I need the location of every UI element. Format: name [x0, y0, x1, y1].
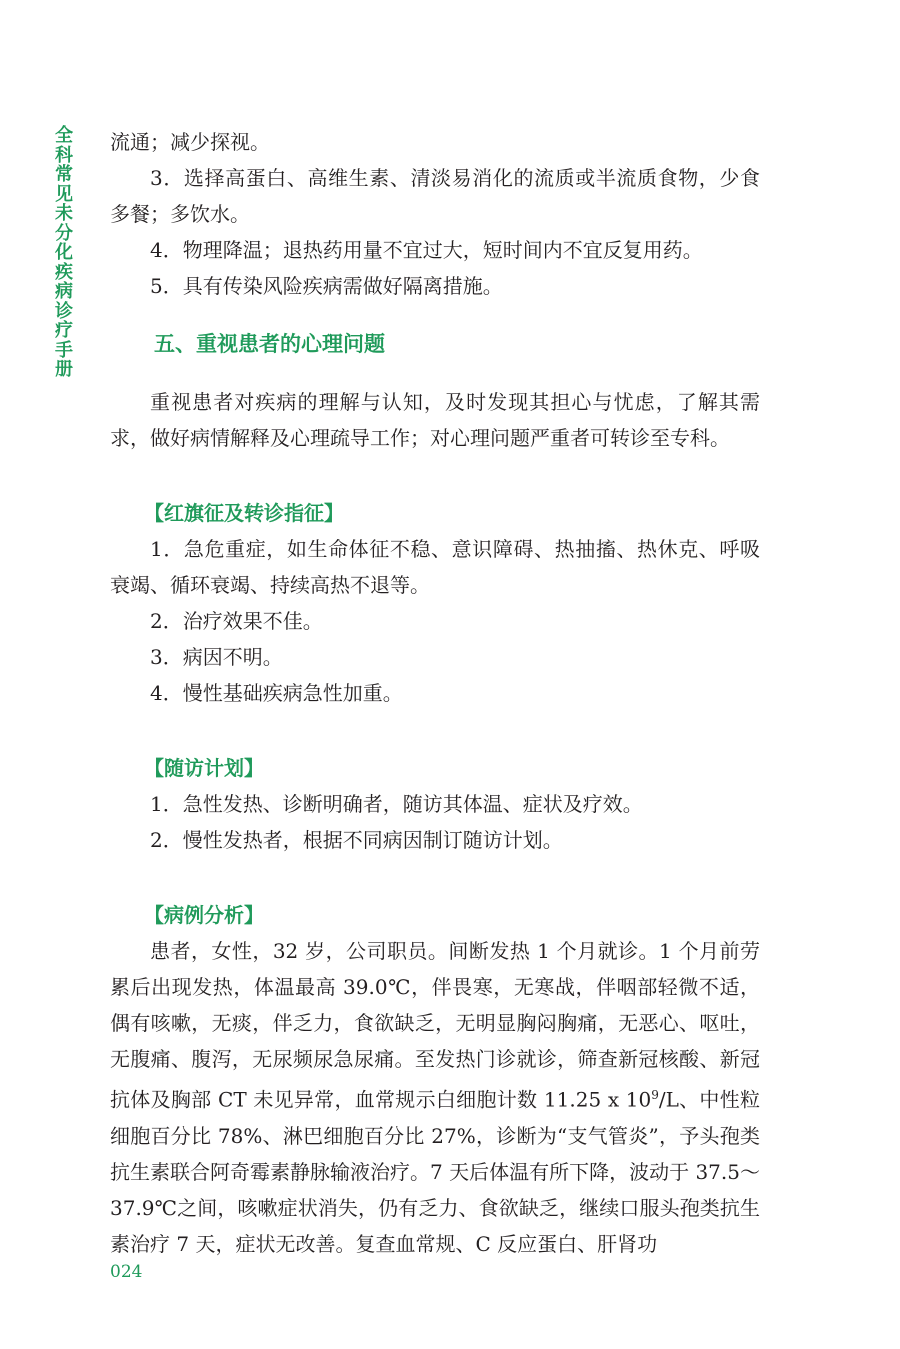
case-text-part1: 患者，女性，32 岁，公司职员。间断发热 1 个月就诊。1 个月前劳累后出现发热，体温最高 39.0℃，伴畏寒，无寒战，伴咽部轻微不适，偶有咳嗽，无痰，伴乏力，食欲缺乏，无明显胸闷胸痛，无恶心、呕吐，无腹痛、腹泻，无尿频尿急尿痛。至发热门诊就诊，筛查新冠核酸、新冠抗体及胸部 CT 未见异常，血常规示白细胞计数 11.25 x 10	[110, 939, 760, 1112]
case-paragraph	[110, 933, 760, 1262]
page-number: 024	[110, 1262, 143, 1282]
list-item-5: 5．具有传染风险疾病需做好隔离措施。	[150, 274, 503, 298]
page-content	[110, 124, 760, 1262]
section-heading-psychology: 五、重视患者的心理问题	[154, 332, 385, 356]
heading-red-flags: 【红旗征及转诊指征】	[144, 501, 344, 525]
paragraph-continuation: 流通；减少探视。	[110, 130, 270, 154]
follow-up-item-2: 2．慢性发热者，根据不同病因制订随访计划。	[150, 828, 563, 852]
list-item-4: 4．物理降温；退热药用量不宜过大，短时间内不宜反复用药。	[150, 238, 703, 262]
heading-case-analysis: 【病例分析】	[144, 903, 264, 927]
red-flag-item-4: 4．慢性基础疾病急性加重。	[150, 681, 403, 705]
red-flag-item-1: 1．急危重症，如生命体征不稳、意识障碍、热抽搐、热休克、呼吸衰竭、循环衰竭、持续高热不退等。	[110, 537, 760, 597]
follow-up-item-1: 1．急性发热、诊断明确者，随访其体温、症状及疗效。	[150, 792, 643, 816]
red-flag-item-2: 2．治疗效果不佳。	[150, 609, 323, 633]
heading-follow-up: 【随访计划】	[144, 756, 264, 780]
list-item-3: 3．选择高蛋白、高维生素、清淡易消化的流质或半流质食物，少食多餐；多饮水。	[110, 166, 760, 226]
book-title-vertical: 全科常见未分化疾病诊疗手册	[55, 125, 73, 380]
paragraph-psychology: 重视患者对疾病的理解与认知，及时发现其担心与忧虑，了解其需求，做好病情解释及心理疏导工作；对心理问题严重者可转诊至专科。	[110, 390, 760, 450]
case-text-part2: /L、中性粒细胞百分比 78%、淋巴细胞百分比 27%，诊断为“支气管炎”，予头孢类抗生素联合阿奇霉素静脉输液治疗。7 天后体温有所下降，波动于 37.5～37.9℃之间，咳嗽症状消失，仍有乏力、食欲缺乏，继续口服头孢类抗生素治疗 7 天，症状无改善。复查血常规、C 反应蛋白、肝肾功	[110, 1087, 760, 1256]
case-superscript: 9	[651, 1088, 659, 1102]
red-flag-item-3: 3．病因不明。	[150, 645, 283, 669]
